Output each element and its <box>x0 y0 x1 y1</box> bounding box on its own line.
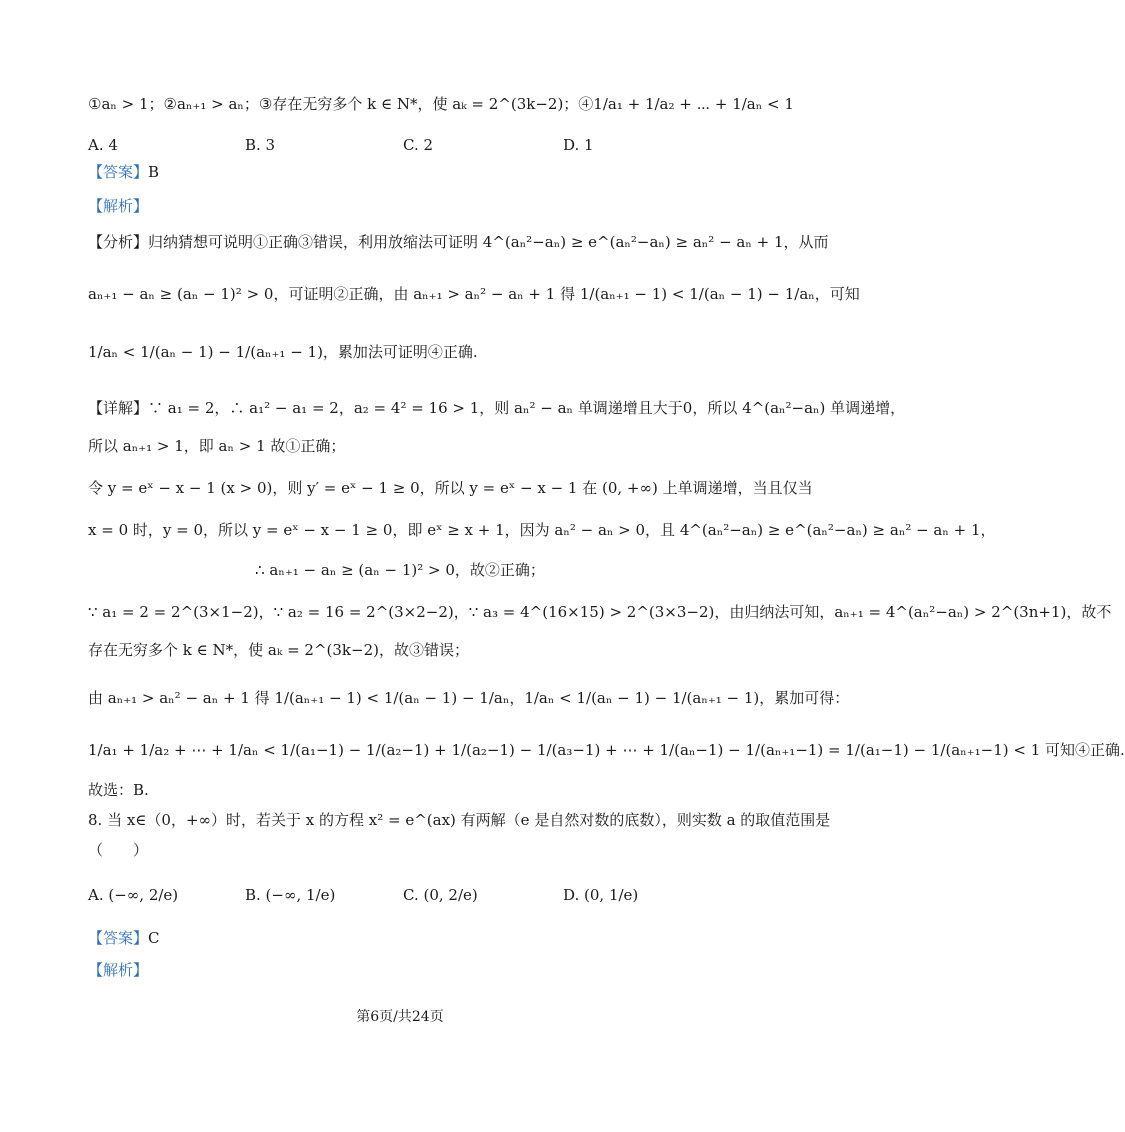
fenxi-tag: 【分析】 <box>88 233 149 251</box>
q7-option-c: C. 2 <box>403 136 434 154</box>
detail-line-4: x = 0 时，y = 0，所以 y = eˣ − x − 1 ≥ 0，即 eˣ ≥ x + 1，因为 aₙ² − aₙ > 0，且 4^(aₙ²−aₙ) ≥ e^(aₙ²−aₙ) ≥ aₙ² − aₙ + 1， <box>88 521 996 539</box>
q8-answer: C <box>148 929 160 947</box>
detail-text-1: ∵ a₁ = 2，∴ a₁² − a₁ = 2，a₂ = 4² = 16 > 1，则 aₙ² − aₙ 单调递增且大于0，所以 4^(aₙ²−aₙ) 单调递增， <box>148 399 906 417</box>
q7-option-a: A. 4 <box>88 136 118 154</box>
answer-tag: 【答案】 <box>88 163 149 181</box>
detail-line-2: 所以 aₙ₊₁ > 1，即 aₙ > 1 故①正确； <box>88 437 346 455</box>
detail-line-10: 故选：B. <box>88 781 149 799</box>
q8-analysis-tag: 【解析】 <box>88 961 149 979</box>
q8-option-d: D. (0, 1/e) <box>563 886 639 904</box>
q7-option-d: D. 1 <box>563 136 594 154</box>
detail-line-5: ∴ aₙ₊₁ − aₙ ≥ (aₙ − 1)² > 0，故②正确； <box>255 561 545 579</box>
q7-answer-line <box>88 162 159 182</box>
fenxi-line-1 <box>88 232 828 252</box>
detail-line-7: 存在无穷多个 k ∈ N*，使 aₖ = 2^(3k−2)，故③错误； <box>88 641 469 659</box>
detail-line-9: 1/a₁ + 1/a₂ + ⋯ + 1/aₙ < 1/(a₁−1) − 1/(a₂−1) + 1/(a₂−1) − 1/(a₃−1) + ⋯ + 1/(aₙ−1) − 1/(aₙ₊₁−1) = 1/(a₁−1) − 1/(aₙ₊₁−1) < 1 可知④正确. <box>88 741 1125 759</box>
page-footer: 第6页/共24页 <box>356 1009 444 1025</box>
detail-line-3: 令 y = eˣ − x − 1 (x > 0)，则 y′ = eˣ − 1 ≥ 0，所以 y = eˣ − x − 1 在 (0, +∞) 上单调递增，当且仅当 <box>88 479 813 497</box>
q8-answer-line <box>88 928 160 948</box>
detail-line-8: 由 aₙ₊₁ > aₙ² − aₙ + 1 得 1/(aₙ₊₁ − 1) < 1/(aₙ − 1) − 1/aₙ，1/aₙ < 1/(aₙ − 1) − 1/(aₙ₊₁ − 1)，累加可得： <box>88 689 850 707</box>
q7-statements: ①aₙ > 1；②aₙ₊₁ > aₙ；③存在无穷多个 k ∈ N*，使 aₖ = 2^(3k−2)；④1/a₁ + 1/a₂ + ⋯ + 1/aₙ < 1 <box>88 95 794 113</box>
q8-option-a: A. (−∞, 2/e) <box>88 886 179 904</box>
q7-answer: B <box>148 163 160 181</box>
fenxi-line-3: 1/aₙ < 1/(aₙ − 1) − 1/(aₙ₊₁ − 1)，累加法可证明④正确. <box>88 343 478 361</box>
q8-option-c: C. (0, 2/e) <box>403 886 478 904</box>
detail-line-6: ∵ a₁ = 2 = 2^(3×1−2)，∵ a₂ = 16 = 2^(3×2−2)，∵ a₃ = 4^(16×15) > 2^(3×3−2)，由归纳法可知，aₙ₊₁ = 4^(aₙ²−aₙ) > 2^(3n+1)，故不 <box>88 603 1112 621</box>
q8-answer-tag: 【答案】 <box>88 929 149 947</box>
q8-option-b: B. (−∞, 1/e) <box>245 886 336 904</box>
q7-option-b: B. 3 <box>245 136 276 154</box>
q8-paren: （ ） <box>88 841 149 859</box>
fenxi-text-1: 归纳猜想可说明①正确③错误，利用放缩法可证明 4^(aₙ²−aₙ) ≥ e^(aₙ²−aₙ) ≥ aₙ² − aₙ + 1，从而 <box>148 233 829 251</box>
detail-line-1 <box>88 398 905 418</box>
q8-stem: 8. 当 x∈（0，+∞）时，若关于 x 的方程 x² = e^(ax) 有两解（e 是自然对数的底数），则实数 a 的取值范围是 <box>88 811 831 829</box>
detail-tag: 【详解】 <box>88 399 149 417</box>
q7-analysis-tag: 【解析】 <box>88 197 149 215</box>
fenxi-line-2: aₙ₊₁ − aₙ ≥ (aₙ − 1)² > 0，可证明②正确，由 aₙ₊₁ > aₙ² − aₙ + 1 得 1/(aₙ₊₁ − 1) < 1/(aₙ − 1) − 1/aₙ，可知 <box>88 285 860 303</box>
